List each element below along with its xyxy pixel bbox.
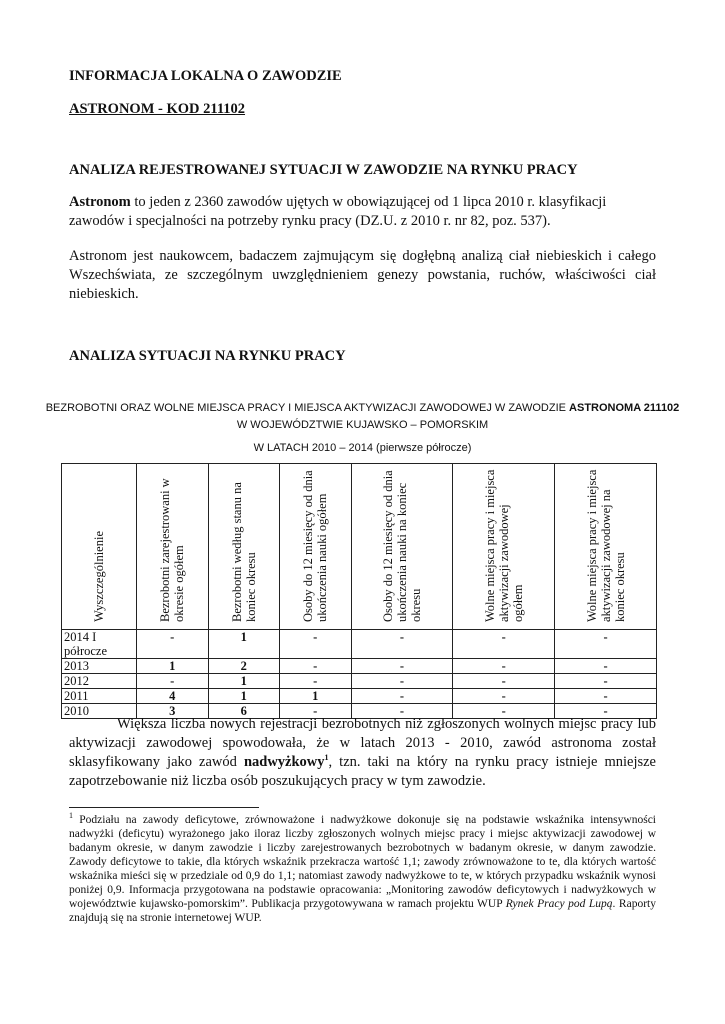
section-heading-market: ANALIZA SYTUACJI NA RYNKU PRACY bbox=[69, 348, 346, 364]
table-cell: - bbox=[555, 659, 657, 674]
table-cell: - bbox=[453, 689, 555, 704]
table-cell: - bbox=[555, 630, 657, 659]
table-cell: - bbox=[351, 674, 453, 689]
header-cell: Wolne miejsca pracy i miejsca aktywizacji zawodowej na koniec okresu bbox=[555, 464, 657, 630]
table-cell: 1 bbox=[208, 674, 280, 689]
table-cell: - bbox=[453, 704, 555, 719]
table-cell: 6 bbox=[208, 704, 280, 719]
table-cell: 1 bbox=[208, 689, 280, 704]
table-cell: - bbox=[453, 674, 555, 689]
conclusion-bold: nadwyżkowy bbox=[243, 754, 325, 770]
caption-bold: ASTRONOMA 211102 bbox=[569, 402, 680, 414]
table-cell: - bbox=[280, 659, 352, 674]
table-caption-line3: W LATACH 2010 – 2014 (pierwsze półrocze) bbox=[253, 442, 472, 454]
table-cell: - bbox=[555, 689, 657, 704]
table-cell: - bbox=[453, 659, 555, 674]
description-paragraph: Astronom jest naukowcem, badaczem zajmującym się dogłębną analizą ciał niebieskich i całego Wszechświata, ze szczególnym uwzględnieniem genezy powstania, ruchów, właściwości ciał niebieskich. bbox=[69, 248, 656, 302]
footnote-text-end: . Raporty znajdują się na stronie internetowej WUP. bbox=[69, 898, 656, 924]
table-cell: 2 bbox=[208, 659, 280, 674]
occupation-code: ASTRONOM - KOD 211102 bbox=[69, 101, 246, 117]
caption-text: BEZROBOTNI ORAZ WOLNE MIEJSCA PRACY I MIEJSCA AKTYWIZACJI ZAWODOWEJ W ZAWODZIE bbox=[45, 402, 570, 414]
row-label: 2012 bbox=[62, 674, 137, 689]
table-cell: - bbox=[453, 630, 555, 659]
header-cell: Wolne miejsca pracy i miejsca aktywizacji zawodowej ogółem bbox=[453, 464, 555, 630]
table-cell: - bbox=[555, 704, 657, 719]
table-cell: 1 bbox=[208, 630, 280, 659]
footnote-mark: 1 bbox=[69, 811, 73, 821]
header-cell: Bezrobotni według stanu na koniec okresu bbox=[208, 464, 280, 630]
header-cell: Osoby do 12 miesięcy od dnia ukończenia nauki ogółem bbox=[280, 464, 352, 630]
table-cell: - bbox=[351, 659, 453, 674]
table-cell: - bbox=[280, 704, 352, 719]
header-cell: Osoby do 12 miesięcy od dnia ukończenia nauki na koniec okresu bbox=[351, 464, 453, 630]
table-cell: - bbox=[555, 674, 657, 689]
table-cell: - bbox=[280, 674, 352, 689]
table-cell: - bbox=[137, 630, 209, 659]
table-cell: - bbox=[280, 630, 352, 659]
row-label: 2014 I półrocze bbox=[62, 630, 137, 659]
row-label: 2011 bbox=[62, 689, 137, 704]
row-label: 2010 bbox=[62, 704, 137, 719]
footnote-ref: 1 bbox=[324, 753, 329, 763]
intro-rest: to jeden z 2360 zawodów ujętych w obowiązującej od 1 lipca 2010 r. klasyfikacji zawodów i specjalności na potrzeby rynku pracy (DZ.U. z 2010 r. nr 82, poz. 537). bbox=[69, 194, 607, 229]
table-caption-line1 bbox=[0, 402, 725, 414]
table-cell: 3 bbox=[137, 704, 209, 719]
header-cell: Wyszczególnienie bbox=[62, 464, 137, 630]
table-row bbox=[62, 674, 657, 689]
table-caption-line2: W WOJEWÓDZTWIE KUJAWSKO – POMORSKIM bbox=[236, 419, 489, 431]
footnote-text: Podziału na zawody deficytowe, zrównoważone i nadwyżkowe dokonuje się na podstawie wskaźnika intensywności nadwyżki (deficytu) wyrażonego jako iloraz liczby zgłoszonych wolnych miejsc pracy i miejsc aktywizacji zawodowej w badanym okresie, w danym zawodzie i liczby zarejestrowanych bezrobotnych w badanym okresie, w danym zawodzie. Zawody deficytowe to takie, dla których wskaźnik przekracza wartość 1,1; zawody zrównoważone to te, dla których wartość wskaźnika mieści się w przedziale od 0,9 do 1,1; natomiast zawody nadwyżkowe to te, w których przypadku wskaźnik wynosi poniżej 0,9. Informacja przygotowana na podstawie opracowania: „Monitoring zawodów deficytowych i nadwyżkowych w województwie kujawsko-pomorskim”. Publikacja przygotowywana w ramach projektu WUP bbox=[69, 814, 656, 910]
table-cell: - bbox=[351, 689, 453, 704]
table-cell: - bbox=[137, 674, 209, 689]
table-row bbox=[62, 630, 657, 659]
section-heading-registered: ANALIZA REJESTROWANEJ SYTUACJI W ZAWODZIE NA RYNKU PRACY bbox=[69, 162, 578, 178]
header-cell: Bezrobotni zarejestrowani w okresie ogółem bbox=[137, 464, 209, 630]
table-row bbox=[62, 689, 657, 704]
footnote-italic: Rynek Pracy pod Lupą bbox=[505, 898, 613, 910]
table-row bbox=[62, 659, 657, 674]
table-cell: - bbox=[351, 630, 453, 659]
conclusion-text-end: , tzn. taki na który na rynku pracy istnieje mniejsze zapotrzebowanie niż liczba osób poszukujących pracy w tym zawodzie. bbox=[69, 754, 656, 789]
conclusion-paragraph bbox=[69, 715, 656, 791]
table-cell: 4 bbox=[137, 689, 209, 704]
table-header-row bbox=[62, 464, 657, 630]
statistics-table bbox=[61, 463, 657, 719]
conclusion-text: Większa liczba nowych rejestracji bezrobotnych niż zgłoszonych wolnych miejsc pracy lub aktywizacji zawodowej spowodowała, że w latach 2013 - 2010, zawód astronoma został sklasyfikowany jako zawód bbox=[69, 716, 656, 770]
table-cell: 1 bbox=[137, 659, 209, 674]
document-title: INFORMACJA LOKALNA O ZAWODZIE bbox=[69, 68, 342, 84]
footnote-divider bbox=[69, 807, 259, 808]
row-label: 2013 bbox=[62, 659, 137, 674]
intro-bold-term: Astronom bbox=[69, 194, 131, 210]
table-cell: 1 bbox=[280, 689, 352, 704]
footnote bbox=[69, 813, 656, 925]
table-cell: - bbox=[351, 704, 453, 719]
intro-paragraph bbox=[69, 193, 629, 231]
